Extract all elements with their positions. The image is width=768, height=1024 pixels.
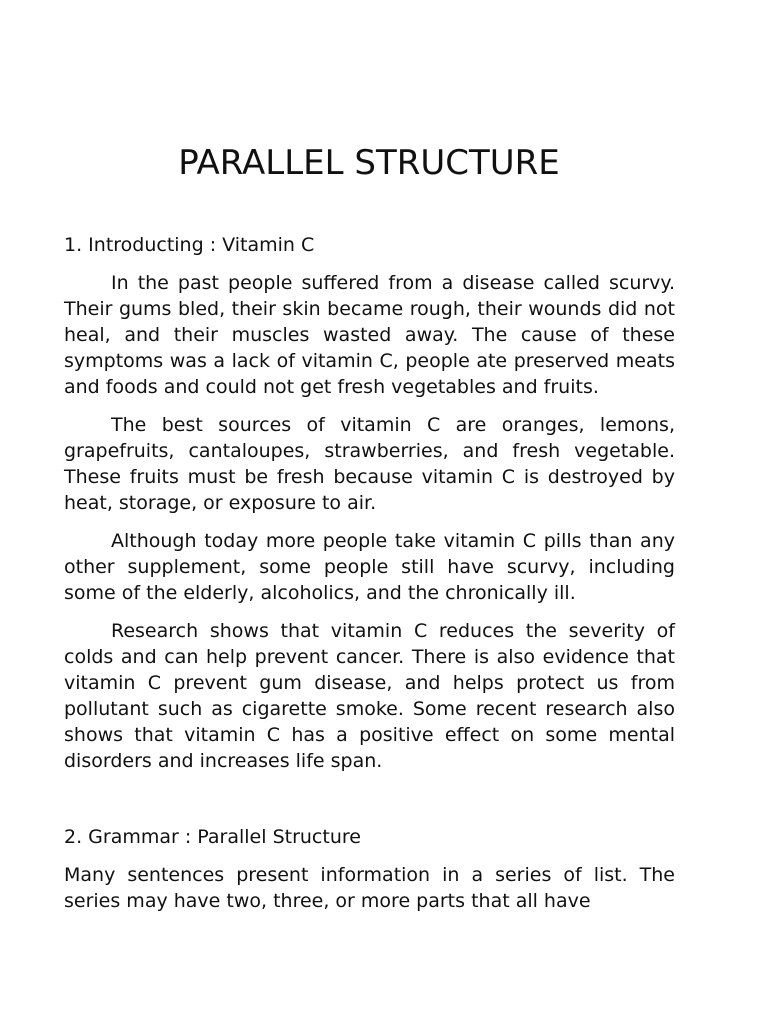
document-title: PARALLEL STRUCTURE: [178, 143, 560, 183]
document-body: [64, 232, 675, 926]
section-heading-vitamin-c: 1. Introducting : Vitamin C: [64, 234, 315, 256]
paragraph-vitamin-c-research: Research shows that vitamin C reduces the severity of colds and can help prevent cancer. There is also evidence that vitamin C prevent gum disease, and helps protect us from pollutant such as cigarette smoke. Some recent research also shows that vitamin C has a positive effect on some mental disorders and increases life span.: [64, 620, 675, 772]
paragraph-vitamin-c-sources: The best sources of vitamin C are oranges, lemons, grapefruits, cantaloupes, strawberries, and fresh vegetable. These fruits must be fresh because vitamin C is destroyed by heat, storage, or exposure to air.: [64, 414, 675, 514]
paragraph-scurvy-history: In the past people suffered from a disease called scurvy. Their gums bled, their skin became rough, their wounds did not heal, and their muscles wasted away. The cause of these symptoms was a lack of vitamin C, people ate preserved meats and foods and could not get fresh vegetables and fruits.: [64, 272, 675, 398]
section-heading-parallel-structure: 2. Grammar : Parallel Structure: [64, 826, 361, 848]
paragraph-series-list: Many sentences present information in a series of list. The series may have two, three, or more parts that all have: [64, 864, 675, 912]
paragraph-vitamin-c-pills: Although today more people take vitamin C pills than any other supplement, some people still have scurvy, including some of the elderly, alcoholics, and the chronically ill.: [64, 530, 675, 604]
section-spacer: [64, 786, 675, 824]
